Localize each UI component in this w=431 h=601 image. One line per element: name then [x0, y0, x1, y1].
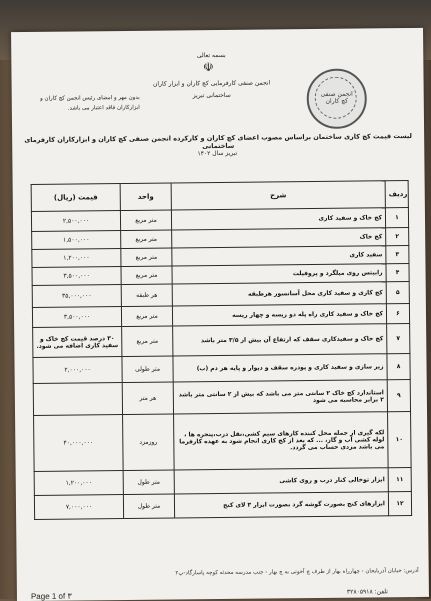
table-row: [33, 380, 410, 416]
association-location: ساختمانی تبریز: [192, 91, 231, 100]
page-number: Page 1 of ۳: [30, 591, 72, 601]
row-price: ۲,۰۰۰,۰۰۰: [33, 357, 122, 384]
row-desc: کچ خاک و سفیدکاری سقف که ارتفاع آن بیش از ۳/۵ متر باشد: [173, 324, 387, 356]
validity-note: بدون مهر و امضای رئیس انجمن کچ کاران و ابزارکاران فاقد اعتبار می باشد.: [40, 94, 140, 112]
row-num: ۹: [387, 380, 410, 412]
row-num: ۳: [386, 246, 409, 264]
row-desc: رابیتس روی میلگرد و پروفیلت: [172, 264, 386, 284]
row-num: ۱۱: [388, 468, 411, 492]
row-desc: ابزارهای کنج بصورت گوشه گرد بصورت ابزار ۳ لای کنج: [174, 492, 388, 518]
row-num: ۴: [386, 264, 409, 282]
row-num: ۱: [385, 208, 408, 228]
row-price: ۳,۵۰۰,۰۰۰: [32, 307, 121, 328]
table-row: [34, 412, 412, 472]
row-unit: متر مربع: [121, 306, 172, 327]
row-unit: متر طول: [123, 494, 174, 519]
row-num: ۱۰: [388, 412, 412, 468]
row-price: ۳۰ درصد قیمت کچ خاک و سفید کاری اضافه می شود.: [33, 327, 122, 358]
association-name: انجمن صنفی کارفرمایی کچ کاران و ابزار کاران: [152, 79, 271, 88]
row-unit: متر مربع: [121, 248, 172, 267]
seal-text: انجمن صنفی کچ کاران: [320, 90, 353, 105]
bismillah-text: بسمه تعالی: [196, 51, 226, 60]
row-num: ۲: [386, 228, 409, 246]
row-unit: متر طولی: [122, 356, 173, 383]
row-price: ۳,۵۰۰,۰۰۰: [32, 267, 121, 286]
document-subtitle: تبریز سال ۱۴۰۲: [197, 149, 238, 158]
row-price: ۲,۵۰۰,۰۰۰: [31, 211, 120, 232]
row-desc: استاندارد کچ خاک ۲ سانتی متر می باشد که بیش از ۲ سانتی متر باشد ۲ برابر محاسبه می شود: [173, 380, 387, 414]
row-unit: متر مربع: [121, 266, 172, 285]
footer-phone: تلفن: ۳۲۸۰۵۹۱۸: [346, 588, 388, 596]
row-unit: روزمزد: [123, 414, 175, 471]
row-unit: متر مربع: [121, 230, 172, 249]
row-num: ۸: [387, 354, 410, 380]
row-desc: زیر سازی و سفید کاری و پودره سقف و دیوار و پایه هر دم (ب): [173, 354, 387, 382]
table-row: [34, 492, 411, 520]
row-price: ۷,۰۰۰,۰۰۰: [34, 495, 123, 520]
header-desc: شرح: [171, 181, 385, 210]
row-num: ۱۲: [388, 492, 411, 516]
row-unit: هر طبقه: [121, 284, 172, 307]
row-desc: کچ خاک و سفید کاری: [171, 208, 385, 230]
row-unit: هر متر: [122, 382, 173, 415]
document-paper: [11, 28, 429, 601]
footer-address: آدرس: خیابان آذربایجان - چهارراه بهار از طرف چ آخونی به چ بهار - جنب مدرسه محدثه کوچه پاسارگاد-پ۲: [175, 567, 419, 577]
row-desc: ابزار توخالی کنار درب و روی کاشی: [174, 468, 388, 494]
document-title: لیست قیمت کچ کاری ساختمان براساس مصوب اعضای کچ کاران و کارکرده انجمن صنفی کچ کاران و ابزارکاران کارفرمای ساختمانی: [24, 131, 413, 151]
row-price: ۴۰,۰۰۰,۰۰۰: [34, 415, 124, 472]
row-price: [33, 383, 122, 416]
row-num: ۶: [386, 304, 409, 324]
row-desc: لکه گیری از جمله محل کننده کارهای سیم کشی،نقل درب،پنجره ها ، لوله کشی آب و گاز، ... که بعد از کچ کاری انجام شود به عهده کارفرما می باشد مزدی حساب می گردد.: [174, 412, 389, 470]
table-row: [33, 324, 410, 358]
header-price: قیمت (ریال): [31, 184, 120, 212]
association-seal: [306, 68, 367, 129]
row-unit: متر مربع: [122, 326, 173, 357]
row-num: ۵: [386, 282, 409, 304]
row-unit: متر مربع: [120, 210, 171, 231]
row-price: ۱,۵۰۰,۰۰۰: [32, 231, 121, 250]
row-desc: کچ خاک: [172, 228, 386, 248]
row-desc: کچ کاری و سفید کاری محل آسانسور هرطبقه: [172, 282, 386, 306]
row-desc: کچ خاک و سفید کاری راه پله دو ریسه و چهار ریسه: [172, 304, 386, 326]
table-row: [33, 354, 410, 384]
row-price: ۱,۲۰۰,۰۰۰: [34, 471, 123, 496]
price-table: [31, 180, 412, 520]
row-unit: متر طول: [123, 470, 174, 495]
header-num: ردیف: [385, 181, 408, 208]
table-header-row: [31, 181, 408, 212]
emblem-icon: ☫: [202, 60, 214, 75]
header-unit: واحد: [120, 183, 171, 211]
row-num: ۷: [387, 324, 410, 354]
row-price: ۳۵,۰۰۰,۰۰۰: [32, 285, 121, 308]
row-desc: سفید کاری: [172, 246, 386, 266]
row-price: ۱,۲۰۰,۰۰۰: [32, 249, 121, 268]
